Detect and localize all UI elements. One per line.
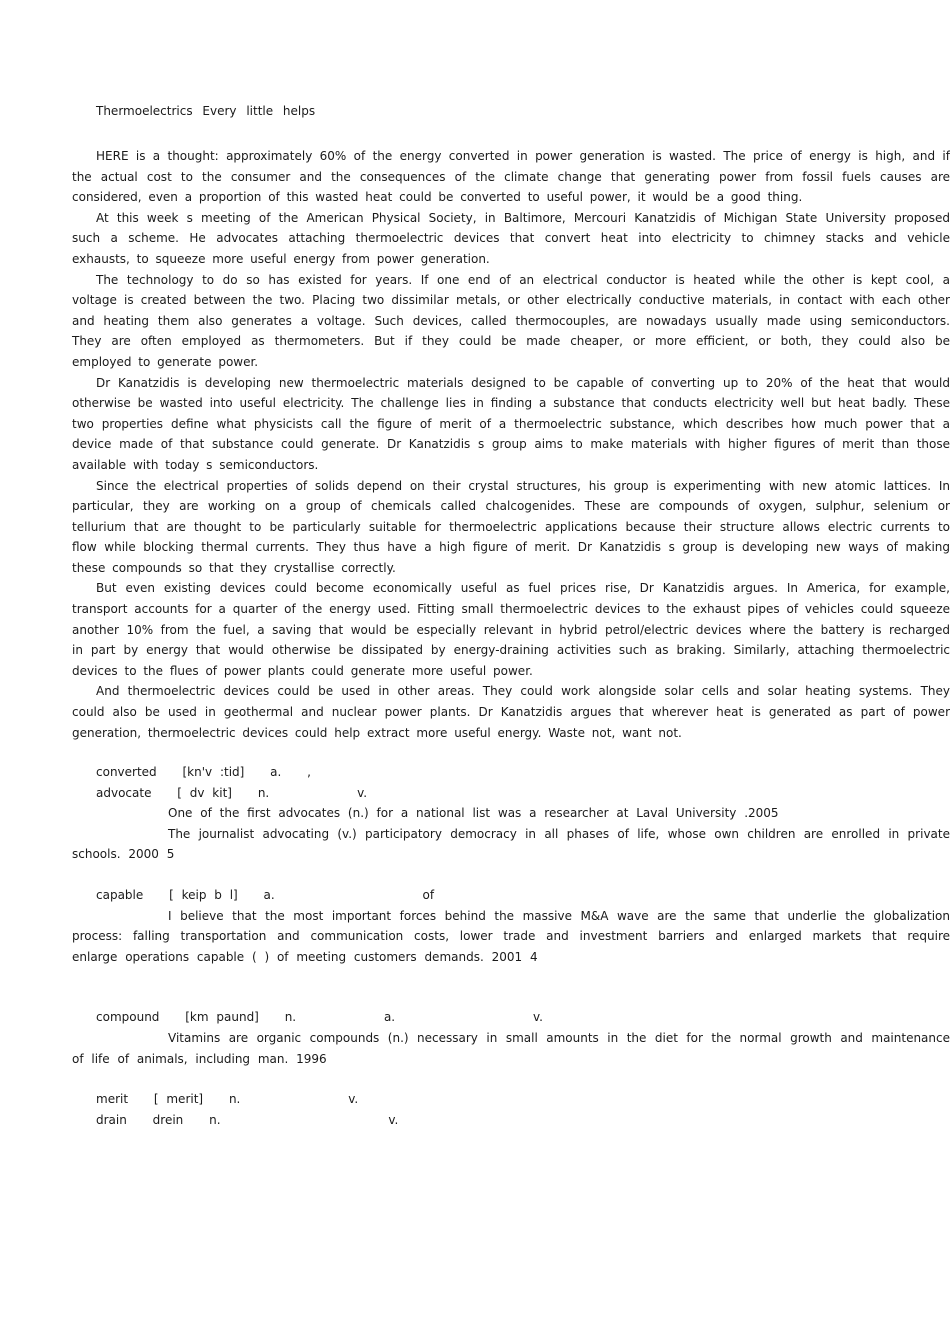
vocab-entry-converted bbox=[72, 762, 950, 783]
vocab-word: converted bbox=[96, 765, 157, 779]
vocab-entry-drain bbox=[72, 1110, 950, 1131]
paragraph: HERE is a thought: approximately 60% of the energy converted in power generation is wasted. The price of energy is high, and if the actual cost to the consumer and the consequences of the climate change that generating power from fossil fuels causes are considered, even a proportion of this wasted heat could be converted to useful power, it would be a good thing. bbox=[72, 149, 950, 205]
vocab-pos: v. bbox=[357, 785, 368, 800]
paragraph: Since the electrical properties of solids depend on their crystal structures, his group is experimenting with new atomic lattices. In particular, they are working on a group of chemicals called chalcogenides. These are compounds of oxygen, sulphur, selenium or tellurium that are thought to be particularly suitable for thermoelectric applications because their structure allows electric currents to flow while blocking thermal currents. They thus have a high figure of merit. Dr Kanatzidis s group is developing new ways of making these compounds so that they crystallise correctly. bbox=[72, 478, 950, 575]
vocab-example: The journalist advocating (v.) participatory democracy in all phases of life, whose own children are enrolled in private schools. 2000 5 bbox=[72, 826, 950, 862]
vocab-pos: a. bbox=[270, 765, 282, 779]
article-body bbox=[72, 146, 950, 743]
vocab-pos: v. bbox=[532, 1010, 543, 1025]
paragraph: But even existing devices could become economically useful as fuel prices rise, Dr Kanatzidis argues. In America, for example, transport accounts for a quarter of the energy used. Fitting small thermoelectric devices to the exhaust pipes of vehicles could squeeze another 10% from the fuel, a saving that would be especially relevant in hybrid petrol/electric devices where the battery is recharged in part by energy that would otherwise be dissipated by energy-draining activities such as braking. Similarly, attaching thermoelectric devices to the flues of power plants could generate more useful power. bbox=[72, 581, 950, 678]
vocab-pos: v. bbox=[388, 1112, 399, 1127]
vocab-pos: n. bbox=[209, 1112, 221, 1127]
vocab-pos: n. bbox=[257, 785, 270, 800]
article-title: Thermoelectrics Every little helps bbox=[96, 104, 316, 118]
vocab-pos: a. bbox=[383, 1010, 396, 1025]
vocab-entry-advocate bbox=[72, 783, 950, 804]
vocab-entry-compound bbox=[72, 1007, 950, 1028]
paragraph: And thermoelectric devices could be used in other areas. They could work alongside solar cells and solar heating systems. They could also be used in geothermal and nuclear power plants. Dr Kanatzidis argues that wherever heat is generated as part of power generation, thermoelectric devices could help extract more useful energy. Waste not, want not. bbox=[72, 684, 950, 740]
vocab-entry-capable bbox=[72, 885, 950, 906]
spacer bbox=[72, 967, 950, 1007]
vocab-pos: a. bbox=[263, 887, 275, 902]
paragraph: The technology to do so has existed for years. If one end of an electrical conductor is heated while the other is kept cool, a voltage is created between the two. Placing two dissimilar metals, or other electrically conductive materials, in contact with each other and heating them also generates a voltage. Such devices, called thermocouples, are nowadays usually made using semiconductors. They are often employed as thermometers. But if they could be made cheaper, or more efficient, or both, they could also be employed to generate power. bbox=[72, 272, 950, 369]
vocab-phonetic: [kn'v :tid] bbox=[182, 765, 245, 779]
spacer bbox=[72, 1069, 950, 1089]
vocab-word: compound bbox=[96, 1010, 160, 1025]
paragraph: At this week s meeting of the American Physical Society, in Baltimore, Mercouri Kanatzidis of Michigan State University proposed such a scheme. He advocates attaching thermoelectric devices that convert heat into electricity to chimney stacks and vehicle exhausts, to squeeze more useful energy from power generation. bbox=[72, 210, 950, 266]
paragraph: Dr Kanatzidis is developing new thermoelectric materials designed to be capable of converting up to 20% of the heat that would otherwise be wasted into useful electricity. The challenge lies in finding a substance that conducts electricity well but heat badly. These two properties define what physicists call the figure of merit of a thermoelectric substance, which describes how much power that a device made of that substance could generate. Dr Kanatzidis s group aims to make materials with higher figures of merit than those available with today s semiconductors. bbox=[72, 375, 950, 472]
vocab-phonetic: drein bbox=[152, 1112, 184, 1127]
vocab-pos: v. bbox=[348, 1092, 359, 1107]
vocab-example: One of the first advocates (n.) for a national list was a researcher at Laval University .2005 bbox=[168, 806, 779, 821]
vocab-word: drain bbox=[96, 1112, 127, 1127]
vocab-pos: , bbox=[307, 765, 311, 779]
vocab-pos: of bbox=[422, 887, 435, 902]
vocabulary-section bbox=[72, 762, 950, 1130]
vocab-pos: n. bbox=[228, 1092, 241, 1107]
spacer bbox=[72, 865, 950, 885]
vocab-example: I believe that the most important forces behind the massive M&A wave are the same that underlie the globalization process: falling transportation and communication costs, lower trade and investment barriers and enlarged markets that require enlarge operations capable ( ) of meeting customers demands. 2001 4 bbox=[72, 908, 950, 964]
vocab-entry-merit bbox=[72, 1089, 950, 1110]
vocab-word: merit bbox=[96, 1092, 129, 1107]
vocab-phonetic: [km paund] bbox=[185, 1010, 259, 1025]
vocab-word: capable bbox=[96, 887, 144, 902]
vocab-phonetic: [ dv kit] bbox=[177, 785, 232, 800]
vocab-pos: n. bbox=[284, 1010, 297, 1025]
vocab-word: advocate bbox=[96, 785, 152, 800]
vocab-phonetic: [ keip b l] bbox=[169, 887, 238, 902]
vocab-example: Vitamins are organic compounds (n.) necessary in small amounts in the diet for the normal growth and maintenance of life of animals, including man. 1996 bbox=[72, 1030, 950, 1066]
vocab-phonetic: [ merit] bbox=[153, 1092, 204, 1107]
